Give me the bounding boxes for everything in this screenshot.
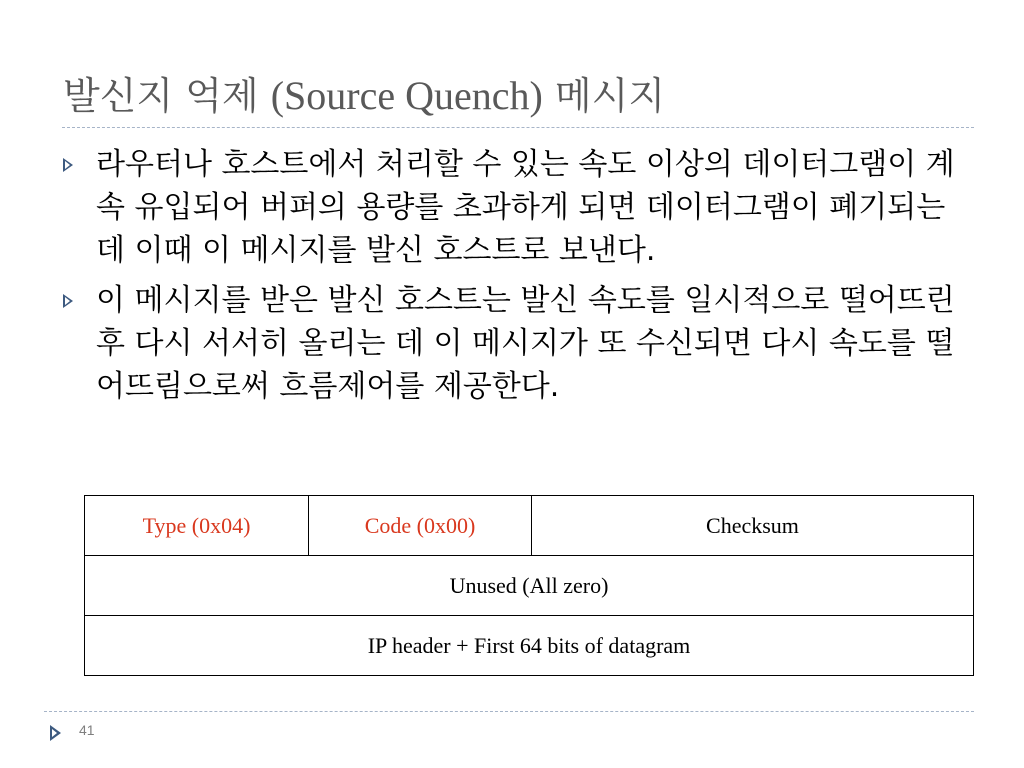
title-latin: (Source Quench) xyxy=(270,73,543,118)
unused-field: Unused (All zero) xyxy=(85,556,974,616)
source-quench-packet-format xyxy=(84,495,974,676)
title-korean-prefix: 발신지 억제 xyxy=(63,74,259,118)
code-field: Code (0x00) xyxy=(309,496,532,556)
bullet-item xyxy=(62,279,974,408)
title-korean-suffix: 메시지 xyxy=(554,74,666,118)
triangle-arrow-icon xyxy=(63,294,73,308)
page-number: 41 xyxy=(79,722,95,738)
bullet-list xyxy=(62,143,974,415)
ip-header-field: IP header + First 64 bits of datagram xyxy=(85,616,974,676)
type-field: Type (0x04) xyxy=(85,496,309,556)
unused-row xyxy=(85,556,974,616)
checksum-field: Checksum xyxy=(532,496,974,556)
payload-row xyxy=(85,616,974,676)
bullet-item xyxy=(62,143,974,272)
triangle-arrow-icon xyxy=(63,158,73,172)
header-row xyxy=(85,496,974,556)
title-divider xyxy=(62,127,974,128)
slide-title xyxy=(63,72,665,120)
bullet-text: 이 메시지를 받은 발신 호스트는 발신 속도를 일시적으로 떨어뜨린 후 다시 서서히 올리는 데 이 메시지가 또 수신되면 다시 속도를 떨어뜨림으로써 흐름제어를 제공한다. xyxy=(96,283,955,404)
triangle-arrow-icon xyxy=(50,725,61,741)
bullet-text: 라우터나 호스트에서 처리할 수 있는 속도 이상의 데이터그램이 계속 유입되어 버퍼의 용량를 초과하게 되면 데이터그램이 폐기되는데 이때 이 메시지를 발신 호스트로 보낸다. xyxy=(96,147,955,268)
footer-divider xyxy=(44,711,974,712)
